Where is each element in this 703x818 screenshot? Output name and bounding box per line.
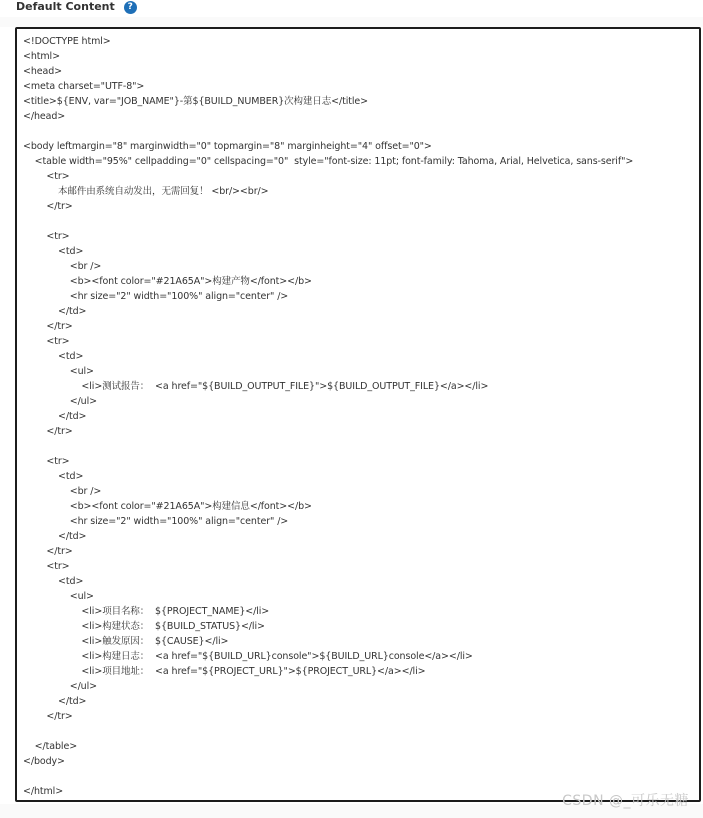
code-line: <td>	[23, 246, 84, 257]
code-line: </ul>	[23, 681, 97, 692]
code-line: </tr>	[23, 201, 73, 212]
code-line: </html>	[23, 786, 64, 797]
code-line: </body>	[23, 756, 65, 767]
code-line: </tr>	[23, 546, 73, 557]
code-line: <tr>	[23, 171, 70, 182]
code-line: </tr>	[23, 426, 73, 437]
code-line: <ul>	[23, 366, 94, 377]
code-line: <tr>	[23, 336, 70, 347]
code-line: </tr>	[23, 321, 73, 332]
code-line: <tr>	[23, 561, 70, 572]
code-line: </table>	[23, 741, 78, 752]
code-line: <table width="95%" cellpadding="0" cellspacing="0" style="font-size: 11pt; font-family: Tahoma, Arial, Helvetica, sans-serif">	[23, 156, 634, 167]
code-line: <li>项目地址： <a href="${PROJECT_URL}">${PROJECT_URL}</a></li>	[23, 666, 426, 677]
code-line: <li>构建日志： <a href="${BUILD_URL}console">${BUILD_URL}console</a></li>	[23, 651, 473, 662]
code-line: <title>${ENV, var="JOB_NAME"}-第${BUILD_NUMBER}次构建日志</title>	[23, 96, 369, 107]
code-line: <hr size="2" width="100%" align="center" />	[23, 291, 289, 302]
code-line: <ul>	[23, 591, 94, 602]
code-line: <li>触发原因： ${CAUSE}</li>	[23, 636, 229, 647]
watermark: CSDN @_可乐无糖	[562, 793, 689, 809]
code-line: <li>构建状态： ${BUILD_STATUS}</li>	[23, 621, 265, 632]
code-line: <br />	[23, 261, 102, 272]
code-line	[23, 724, 699, 739]
field-label: Default Content	[16, 0, 115, 13]
code-line	[23, 214, 699, 229]
code-line: 本邮件由系统自动发出，无需回复！ <br/><br/>	[23, 186, 269, 197]
code-line: <tr>	[23, 231, 70, 242]
help-icon[interactable]: ?	[124, 1, 137, 14]
code-line: </td>	[23, 306, 87, 317]
code-line	[23, 124, 699, 139]
code-line: </td>	[23, 411, 87, 422]
code-line: <tr>	[23, 456, 70, 467]
code-line: <b><font color="#21A65A">构建信息</font></b>	[23, 501, 312, 512]
code-line	[23, 439, 699, 454]
code-line: <hr size="2" width="100%" align="center" />	[23, 516, 289, 527]
field-header	[16, 0, 137, 14]
code-line: <td>	[23, 351, 84, 362]
code-line: </td>	[23, 531, 87, 542]
code-line: </td>	[23, 696, 87, 707]
code-line	[23, 769, 699, 784]
code-text	[17, 29, 699, 799]
code-line: <li>测试报告： <a href="${BUILD_OUTPUT_FILE}">${BUILD_OUTPUT_FILE}</a></li>	[23, 381, 489, 392]
separator-band	[0, 17, 703, 27]
code-line: <br />	[23, 486, 102, 497]
code-line: <td>	[23, 576, 84, 587]
code-line: <html>	[23, 51, 60, 62]
code-line: </tr>	[23, 711, 73, 722]
code-line: <td>	[23, 471, 84, 482]
code-line: <li>项目名称： ${PROJECT_NAME}</li>	[23, 606, 270, 617]
code-line: <head>	[23, 66, 63, 77]
code-line: </head>	[23, 111, 66, 122]
content-textarea[interactable]	[15, 27, 701, 802]
code-line: <b><font color="#21A65A">构建产物</font></b>	[23, 276, 312, 287]
code-line: <meta charset="UTF-8">	[23, 81, 145, 92]
code-line: </ul>	[23, 396, 97, 407]
code-line: <!DOCTYPE html>	[23, 36, 111, 47]
code-line: <body leftmargin="8" marginwidth="0" topmargin="8" marginheight="4" offset="0">	[23, 141, 432, 152]
